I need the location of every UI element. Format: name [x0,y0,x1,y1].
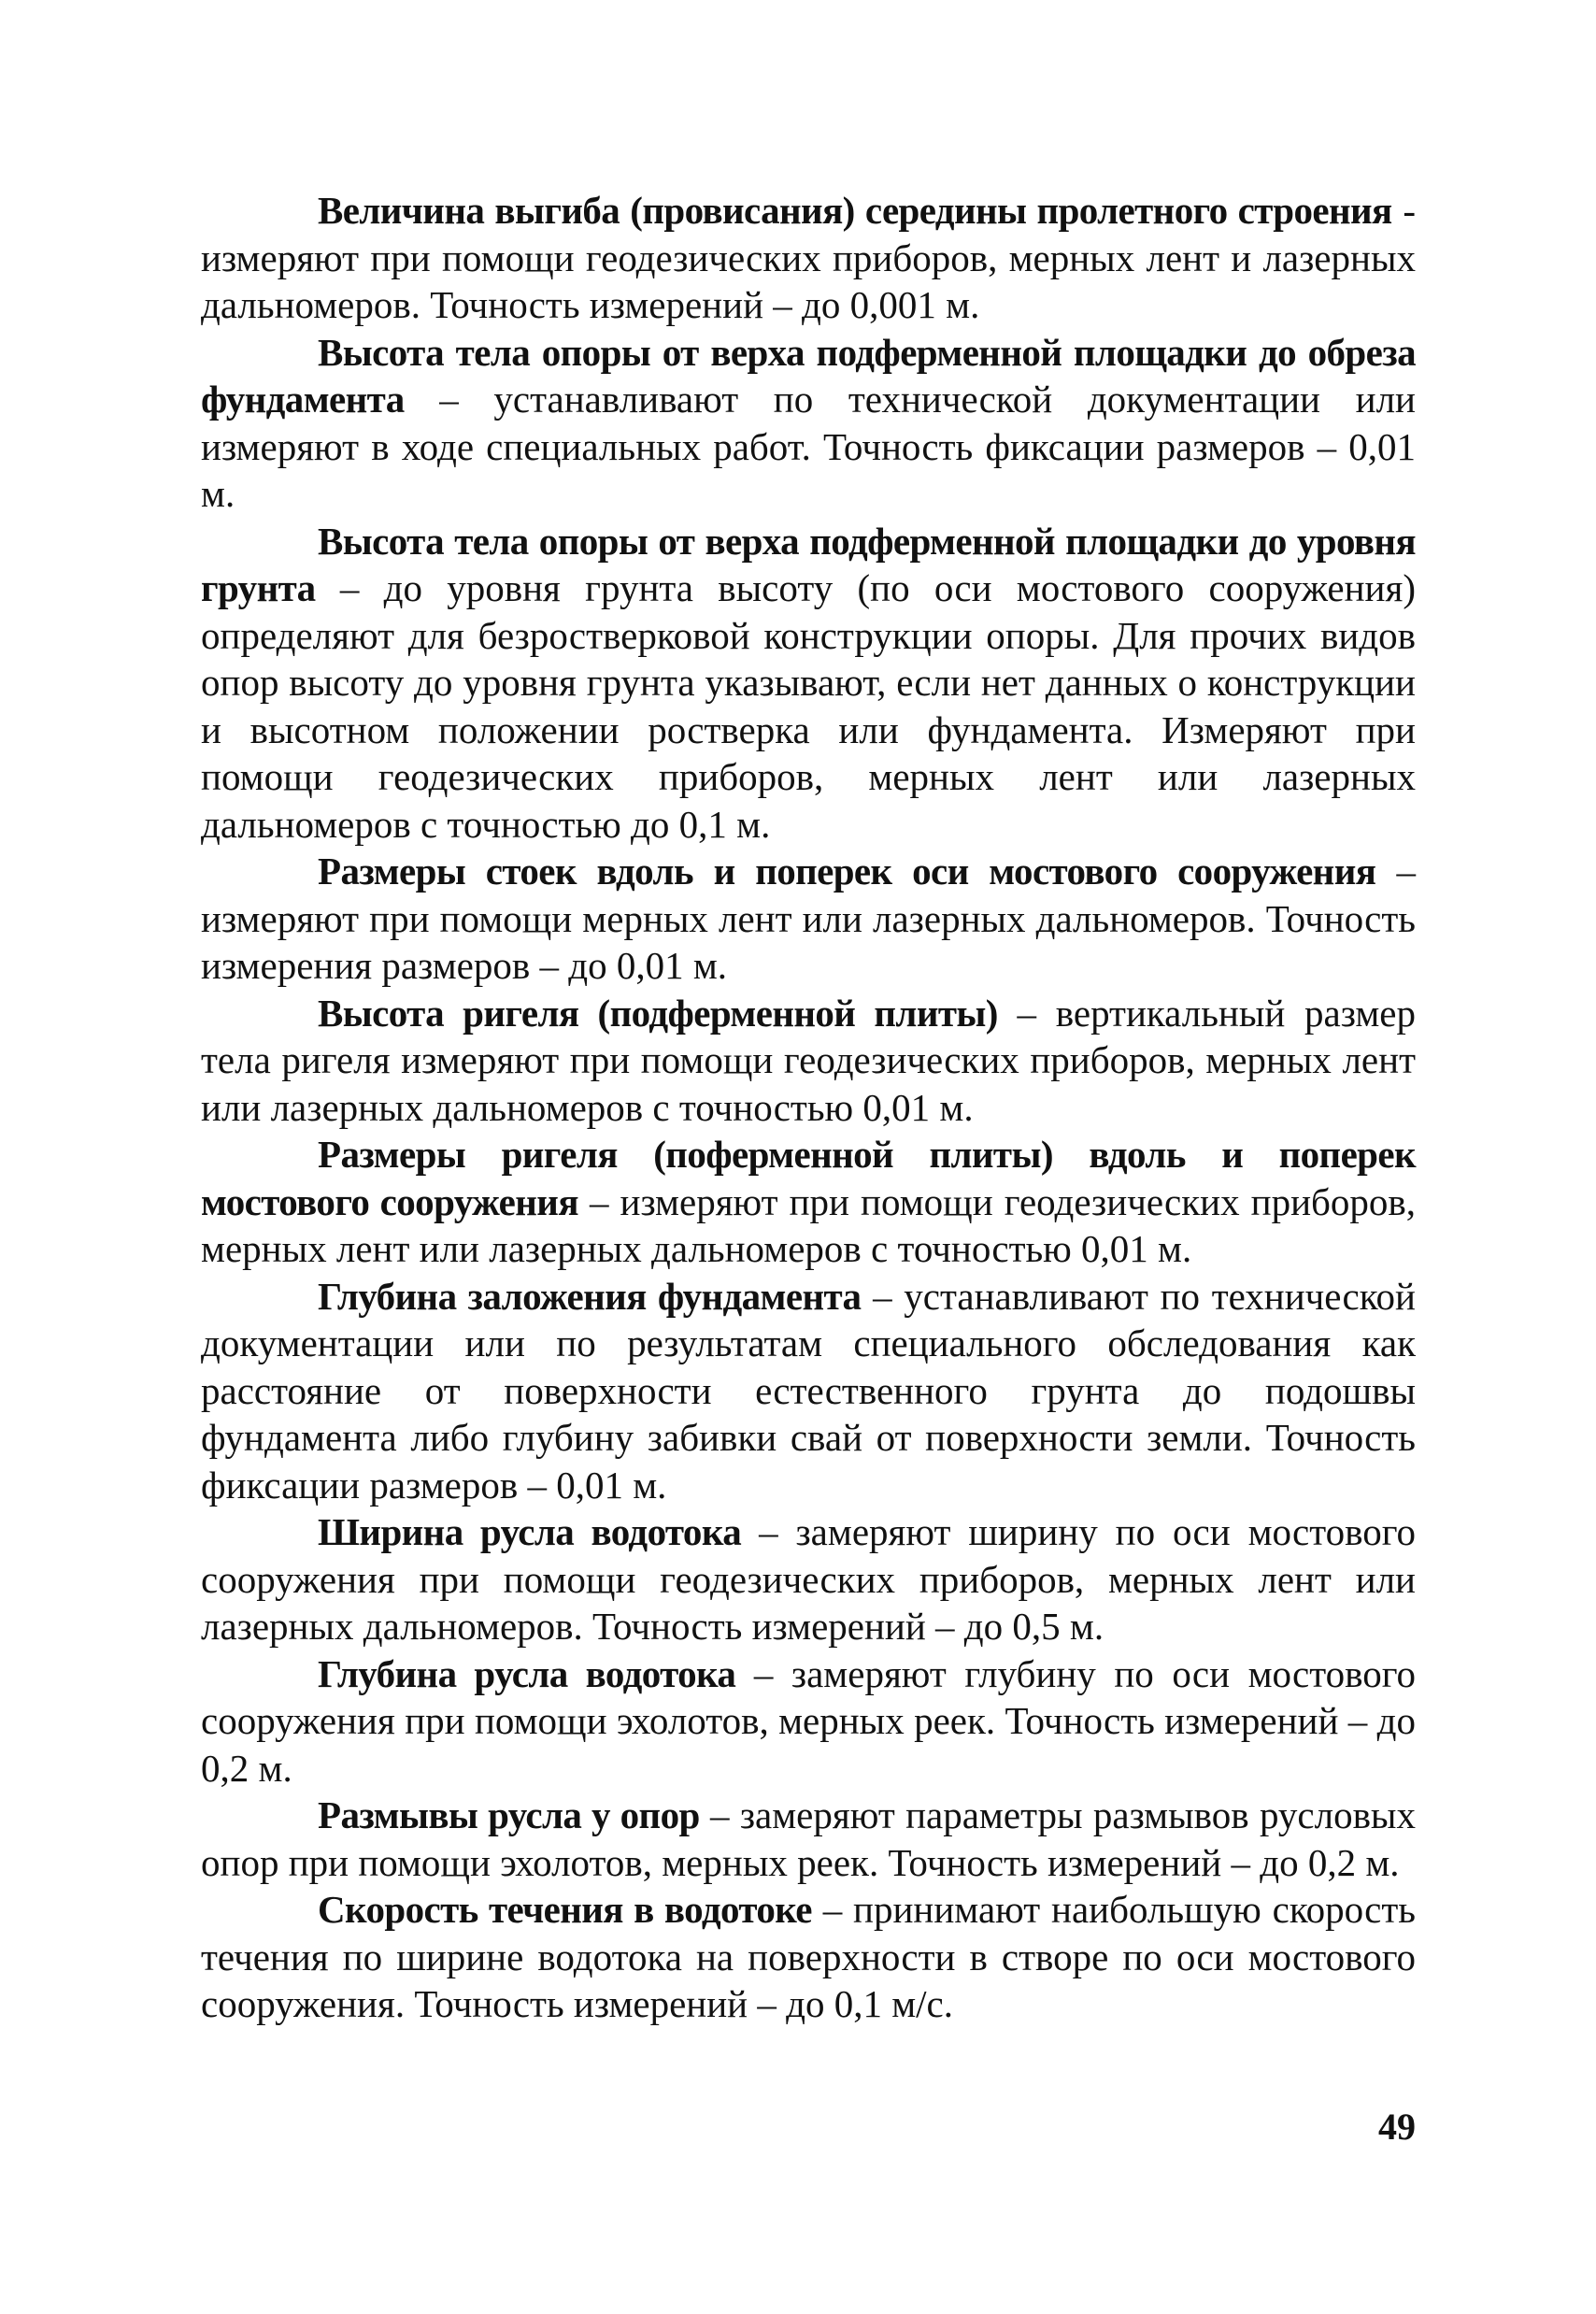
paragraph [201,187,1416,329]
paragraph [201,1886,1416,2028]
paragraph-text: – вертикальный размер тела ригеля измеряют при помощи геодезических приборов, мерных лент или лазерных дальномеров с точностью 0,01 м. [201,991,1416,1129]
paragraph-term: Размеры ригеля (поферменной плиты) вдоль и поперек мостового сооружения [201,1133,1416,1223]
paragraph-text: – измеряют при помощи мерных лент или лазерных дальномеров. Точность измерения размеров – до 0,01 м. [201,850,1417,987]
paragraph [201,329,1416,518]
paragraph-term: Скорость течения в водотоке [318,1888,812,1931]
paragraph [201,518,1416,849]
paragraph-text: – устанавливают по технической документации или по результатам специального обследования как расстояние от поверхности естественного грунта до подошвы фундамента либо глубину забивки свай от поверхности земли. Точность фиксации размеров – 0,01 м. [201,1274,1416,1507]
paragraph-text: – замеряют ширину по оси мостового сооружения при помощи геодезических приборов, мерных лент или лазерных дальномеров. Точность измерений – до 0,5 м. [201,1510,1416,1648]
paragraph [201,1131,1416,1273]
paragraph-text: – принимают наибольшую скорость течения по ширине водотока на поверхности в створе по оси мостового сооружения. Точность измерений – до 0,1 м/с. [201,1888,1416,2025]
paragraph [201,1650,1416,1793]
paragraph [201,1273,1416,1509]
paragraph-term: Высота тела опоры от верха подферменной площадки до уровня грунта [201,519,1416,609]
paragraph-term: Глубина заложения фундамента [318,1274,862,1318]
paragraph [201,848,1416,990]
paragraph-term: Высота тела опоры от верха подферменной площадки до обреза фундамента [201,330,1416,421]
paragraph-text: – до уровня грунта высоту (по оси мостового сооружения) определяют для безростверковой конструкции опоры. Для прочих видов опор высоту до уровня грунта указывают, если нет данных о конструкции и высотном положении ростверка или фундамента. Измеряют при помощи геодезических приборов, мерных лент или лазерных дальномеров с точностью до 0,1 м. [201,566,1416,846]
paragraph-term: Ширина русла водотока [318,1510,742,1553]
paragraph-term: Высота ригеля (подферменной плиты) [318,991,998,1035]
paragraph-text: - измеряют при помощи геодезических приборов, мерных лент и лазерных дальномеров. Точность измерений – до 0,001 м. [201,189,1417,326]
paragraph [201,1792,1416,1886]
paragraph-term: Величина выгиба (провисания) середины пролетного строения [318,189,1392,232]
paragraph-term: Размывы русла у опор [318,1793,700,1836]
paragraph-text: – замеряют глубину по оси мостового сооружения при помощи эхолотов, мерных реек. Точность измерений – до 0,2 м. [201,1651,1416,1790]
paragraph-text: – замеряют параметры размывов русловых опор при помощи эхолотов, мерных реек. Точность измерений – до 0,2 м. [201,1793,1416,1884]
paragraph-term: Глубина русла водотока [318,1651,736,1695]
paragraph [201,1508,1416,1650]
paragraph-text: – устанавливают по технической документации или измеряют в ходе специальных работ. Точность фиксации размеров – 0,01 м. [201,378,1416,515]
paragraph-term: Размеры стоек вдоль и поперек оси мостового сооружения [318,850,1376,893]
page-number: 49 [1378,2106,1416,2148]
paragraph-text: – измеряют при помощи геодезических приборов, мерных лент или лазерных дальномеров с точностью 0,01 м. [201,1179,1416,1270]
document-body [201,187,1416,2028]
paragraph [201,990,1416,1132]
